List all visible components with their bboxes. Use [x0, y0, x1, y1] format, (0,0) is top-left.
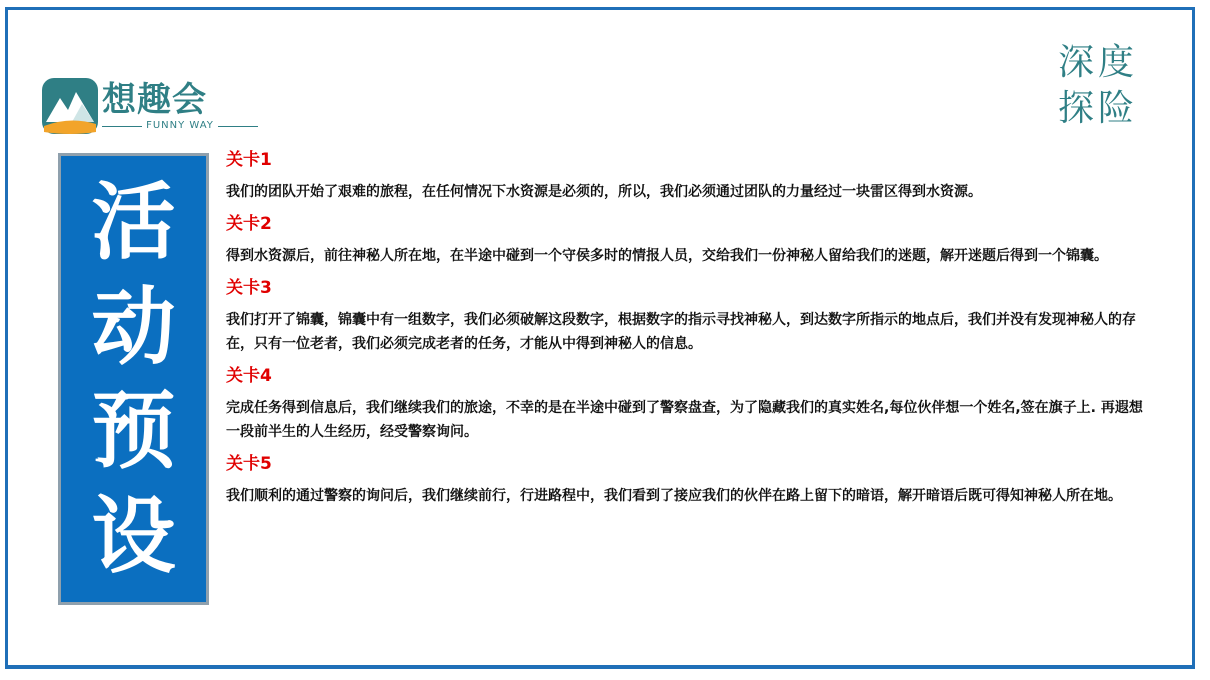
logo-subtitle — [102, 120, 258, 132]
level-description: 我们的团队开始了艰难的旅程，在任何情况下水资源是必须的，所以，我们必须通过团队的力量经过一块雷区得到水资源。 — [226, 184, 982, 200]
logo-rule-left — [102, 126, 142, 127]
level-title: 关卡1 — [226, 150, 272, 170]
activity-banner — [58, 153, 209, 605]
mountain-logo-icon — [42, 78, 98, 134]
banner-char: 动 — [91, 277, 176, 376]
logo — [42, 78, 232, 136]
logo-rule-right — [218, 126, 258, 127]
logo-title: 想趣会 — [102, 80, 207, 120]
logo-subtitle-text: FUNNY WAY — [146, 120, 214, 131]
corner-title — [1058, 40, 1148, 132]
level-description: 完成任务得到信息后，我们继续我们的旅途，不幸的是在半途中碰到了警察盘查，为了隐藏我们的真实姓名,每位伙伴想一个姓名,签在旗子上. 再遐想一段前半生的人生经历，经受警察询问。 — [226, 400, 1143, 440]
level-title: 关卡5 — [226, 454, 272, 474]
level-description: 得到水资源后，前往神秘人所在地，在半途中碰到一个守侯多时的情报人员，交给我们一份神秘人留给我们的迷题，解开迷题后得到一个锦囊。 — [226, 248, 1108, 264]
corner-title-line1: 深度 — [1058, 42, 1139, 83]
level-title: 关卡3 — [226, 278, 272, 298]
level-description: 我们顺利的通过警察的询问后，我们继续前行，行进路程中，我们看到了接应我们的伙伴在路上留下的暗语，解开暗语后既可得知神秘人所在地。 — [226, 488, 1122, 504]
level-title: 关卡4 — [226, 366, 272, 386]
level-item — [226, 148, 1146, 204]
level-list — [226, 148, 1146, 516]
level-description: 我们打开了锦囊，锦囊中有一组数字，我们必须破解这段数字，根据数字的指示寻找神秘人，到达数字所指示的地点后，我们并没有发现神秘人的存在，只有一位老者，我们必须完成老者的任务，才能从中得到神秘人的信息。 — [226, 312, 1136, 352]
level-title: 关卡2 — [226, 214, 272, 234]
level-item — [226, 212, 1146, 268]
level-item — [226, 276, 1146, 356]
banner-char: 设 — [91, 486, 176, 585]
corner-title-line2: 探险 — [1058, 88, 1139, 129]
banner-char: 活 — [91, 173, 176, 272]
level-item — [226, 364, 1146, 444]
banner-char: 预 — [91, 382, 176, 481]
level-item — [226, 452, 1146, 508]
